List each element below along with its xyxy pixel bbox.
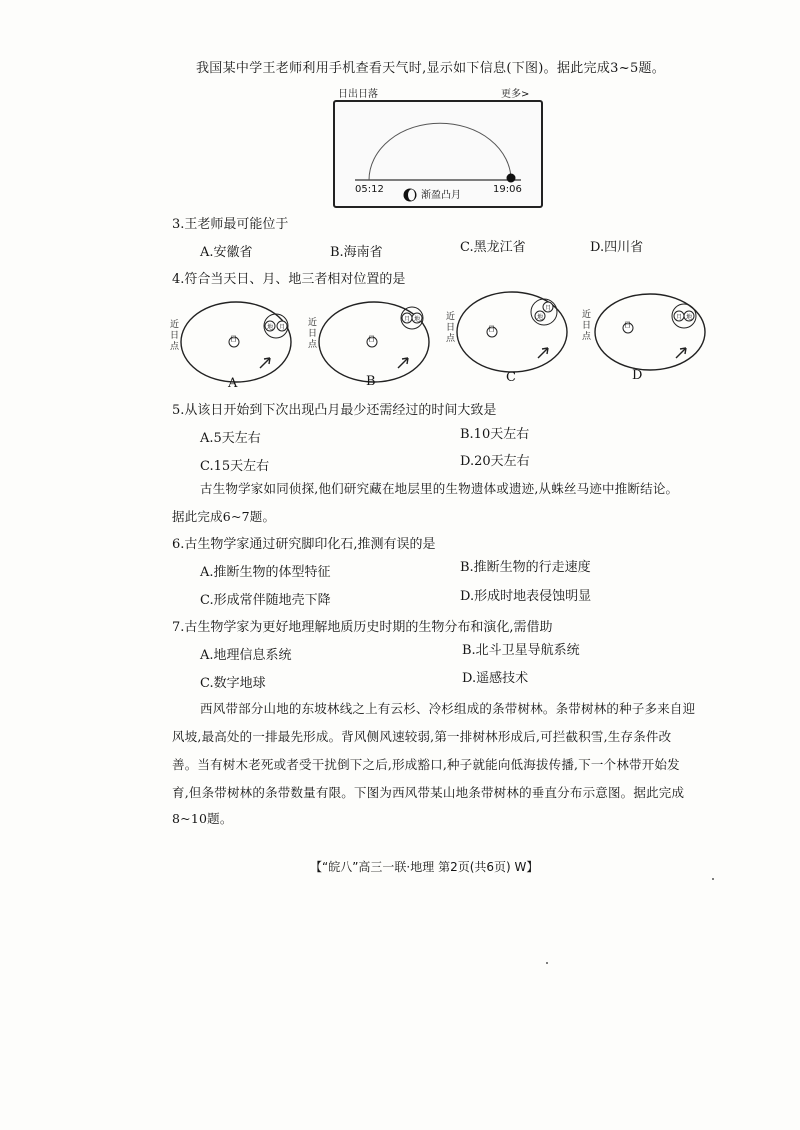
diagram-a-label[interactable]: A — [228, 376, 238, 391]
earth-label: 地 — [414, 316, 421, 323]
q3-option-d[interactable]: D.四川省 — [590, 240, 644, 255]
perihelion-label: 近日点 — [446, 312, 456, 344]
q3-option-c[interactable]: C.黑龙江省 — [460, 240, 526, 255]
passage-2-line-2: 风坡,最高处的一排最先形成。背风侧风速较弱,第一排树林形成后,可拦截积雪,生存条件改 — [172, 729, 672, 744]
q6-option-d[interactable]: D.形成时地表侵蚀明显 — [460, 589, 592, 604]
earth-label: 地 — [537, 314, 544, 321]
q5-stem: 5.从该日开始到下次出现凸月最少还需经过的时间大致是 — [172, 403, 497, 418]
passage-2-line-5: 8~10题。 — [172, 811, 233, 826]
q7-option-b[interactable]: B.北斗卫星导航系统 — [462, 643, 580, 658]
sun-position-dot — [507, 174, 516, 183]
q5-option-d[interactable]: D.20天左右 — [460, 454, 530, 469]
page-footer: 【“皖八”高三一联·地理 第2页(共6页) W】 — [310, 860, 539, 874]
more-link[interactable]: 更多> — [501, 89, 530, 100]
scan-speck — [546, 962, 548, 964]
moon-label: 月 — [404, 316, 411, 323]
q3-stem: 3.王老师最可能位于 — [172, 217, 289, 232]
passage-2-line-1: 西风带部分山地的东坡林线之上有云杉、冷杉组成的条带树林。条带树林的种子多来自迎 — [200, 701, 696, 716]
sun-label: 日 — [488, 325, 495, 333]
q7-option-c[interactable]: C.数字地球 — [200, 676, 266, 691]
q6-option-b[interactable]: B.推断生物的行走速度 — [460, 560, 591, 575]
passage-1-line-1: 古生物学家如同侦探,他们研究藏在地层里的生物遗体或遗迹,从蛛丝马迹中推断结论。 — [200, 481, 679, 496]
earth-label: 地 — [686, 314, 693, 321]
passage-2-line-3: 善。当有树木老死或者受干扰倒下之后,形成豁口,种子就能向低海拔传播,下一个林带开始发 — [172, 757, 680, 772]
sunset-time: 19:06 — [493, 184, 522, 195]
perihelion-label: 近日点 — [308, 318, 318, 350]
scan-speck — [712, 878, 714, 880]
q5-option-c[interactable]: C.15天左右 — [200, 459, 270, 474]
earth-label: 地 — [267, 324, 274, 331]
q3-option-b[interactable]: B.海南省 — [330, 245, 383, 260]
sunrise-time: 05:12 — [355, 184, 384, 195]
moon-label: 月 — [545, 305, 552, 312]
perihelion-label: 近日点 — [170, 320, 180, 352]
sun-label: 日 — [624, 321, 631, 329]
sun-label: 日 — [230, 335, 237, 343]
q7-option-d[interactable]: D.遥感技术 — [462, 671, 529, 686]
diagram-b-label[interactable]: B — [366, 374, 376, 389]
passage-2-line-4: 育,但条带树林的条带数量有限。下图为西风带某山地条带树林的垂直分布示意图。据此完成 — [172, 785, 685, 800]
perihelion-label: 近日点 — [582, 310, 592, 342]
q5-option-a[interactable]: A.5天左右 — [200, 431, 261, 446]
intro-text: 我国某中学王老师利用手机查看天气时,显示如下信息(下图)。据此完成3~5题。 — [196, 61, 666, 76]
diagram-c-label[interactable]: C — [506, 370, 516, 385]
q6-stem: 6.古生物学家通过研究脚印化石,推测有误的是 — [172, 537, 436, 552]
q7-stem: 7.古生物学家为更好地理解地质历史时期的生物分布和演化,需借助 — [172, 620, 553, 635]
moon-label: 月 — [676, 314, 683, 321]
q3-option-a[interactable]: A.安徽省 — [200, 245, 253, 260]
q4-stem: 4.符合当天日、月、地三者相对位置的是 — [172, 272, 406, 287]
passage-1-line-2: 据此完成6~7题。 — [172, 509, 276, 524]
sunrise-sunset-widget — [333, 89, 543, 208]
sun-label: 日 — [368, 335, 375, 343]
moon-label: 月 — [279, 324, 286, 331]
q5-option-b[interactable]: B.10天左右 — [460, 427, 530, 442]
q7-option-a[interactable]: A.地理信息系统 — [200, 648, 292, 663]
q6-option-c[interactable]: C.形成常伴随地壳下降 — [200, 593, 331, 608]
widget-title: 日出日落 — [338, 89, 378, 100]
moon-phase-icon — [403, 188, 417, 202]
orbit-diagram-d — [584, 292, 714, 387]
diagram-d-label[interactable]: D — [632, 368, 643, 383]
q6-option-a[interactable]: A.推断生物的体型特征 — [200, 565, 331, 580]
moon-phase-label: 渐盈凸月 — [421, 190, 461, 201]
